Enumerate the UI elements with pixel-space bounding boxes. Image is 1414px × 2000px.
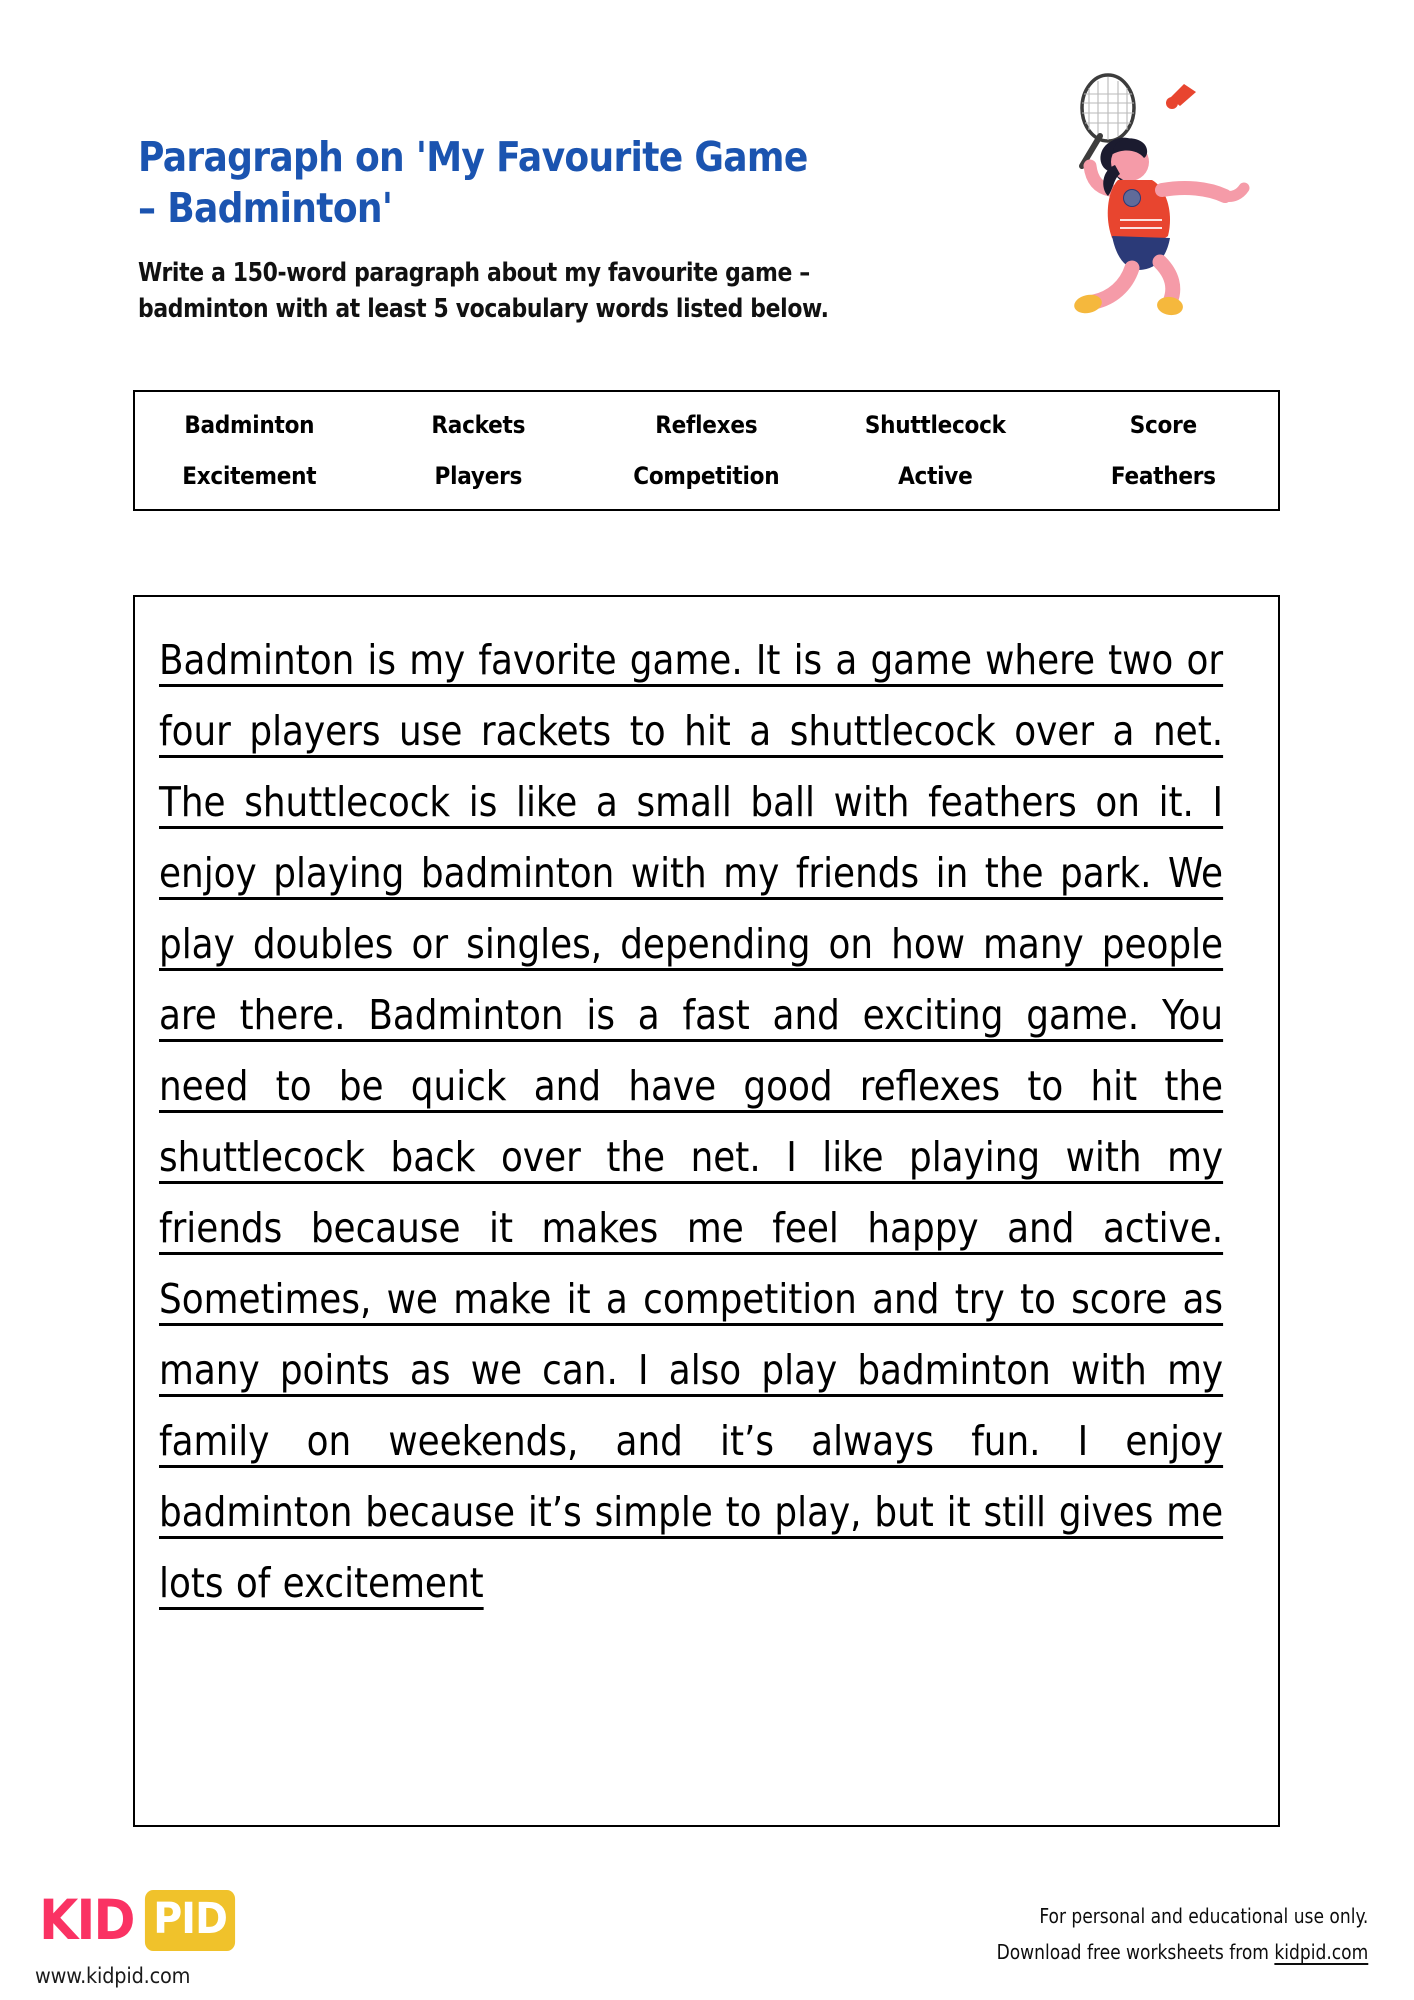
vocabulary-row — [135, 411, 1278, 439]
vocabulary-word: Score — [1130, 411, 1198, 439]
footer-note-line-1: For personal and educational use only. — [1039, 1904, 1368, 1928]
vocabulary-word: Reflexes — [655, 411, 758, 439]
footer-usage-notes — [996, 1898, 1368, 1970]
vocabulary-row — [135, 462, 1278, 490]
vocabulary-box — [133, 390, 1280, 511]
vocabulary-word: Excitement — [182, 462, 317, 490]
logo-kid-text: KID — [39, 1888, 134, 1952]
vocabulary-word: Shuttlecock — [864, 411, 1006, 439]
footer-note-line-2 — [996, 1934, 1368, 1970]
shuttlecock-icon — [1166, 84, 1196, 109]
kidpid-logo — [35, 1890, 239, 1951]
vocabulary-word: Competition — [633, 462, 780, 490]
answer-box[interactable] — [133, 595, 1280, 1827]
page-footer — [0, 1880, 1414, 2000]
footer-kidpid-link[interactable]: kidpid.com — [1274, 1940, 1368, 1964]
answer-text[interactable]: Badminton is my favorite game. It is a game where two or four players use rackets to hit a shuttlecock over a net. The shuttlecock is like a small ball with feathers on it. I enjoy playing badminton with my friends in the park. We play doubles or singles, depending on how many people are there. Badminton is a fast and exciting game. You need to be quick and have good reflexes to hit the shuttlecock back over the net. I like playing with my friends because it makes me feel happy and active. Sometimes, we make it a competition and try to score as many points as we can. I also play badminton with my family on weekends, and it’s always fun. I enjoy badminton because it’s simple to play, but it still gives me lots of excitement — [159, 636, 1224, 1607]
vocabulary-word: Players — [434, 462, 522, 490]
vocabulary-word: Feathers — [1111, 462, 1217, 490]
vocabulary-word: Badminton — [184, 411, 315, 439]
vocabulary-word: Rackets — [431, 411, 525, 439]
vocabulary-word: Active — [897, 462, 973, 490]
page-instructions: Write a 150-word paragraph about my favourite game – badminton with at least 5 vocabulary words listed below. — [138, 257, 829, 325]
footer-website-url: www.kidpid.com — [35, 1964, 191, 1988]
logo-pid-badge: PID — [145, 1890, 235, 1951]
footer-note-prefix: Download free worksheets from — [996, 1940, 1275, 1964]
badminton-player-illustration — [1020, 70, 1280, 320]
page-title: Paragraph on 'My Favourite Game – Badminton' — [138, 133, 808, 233]
